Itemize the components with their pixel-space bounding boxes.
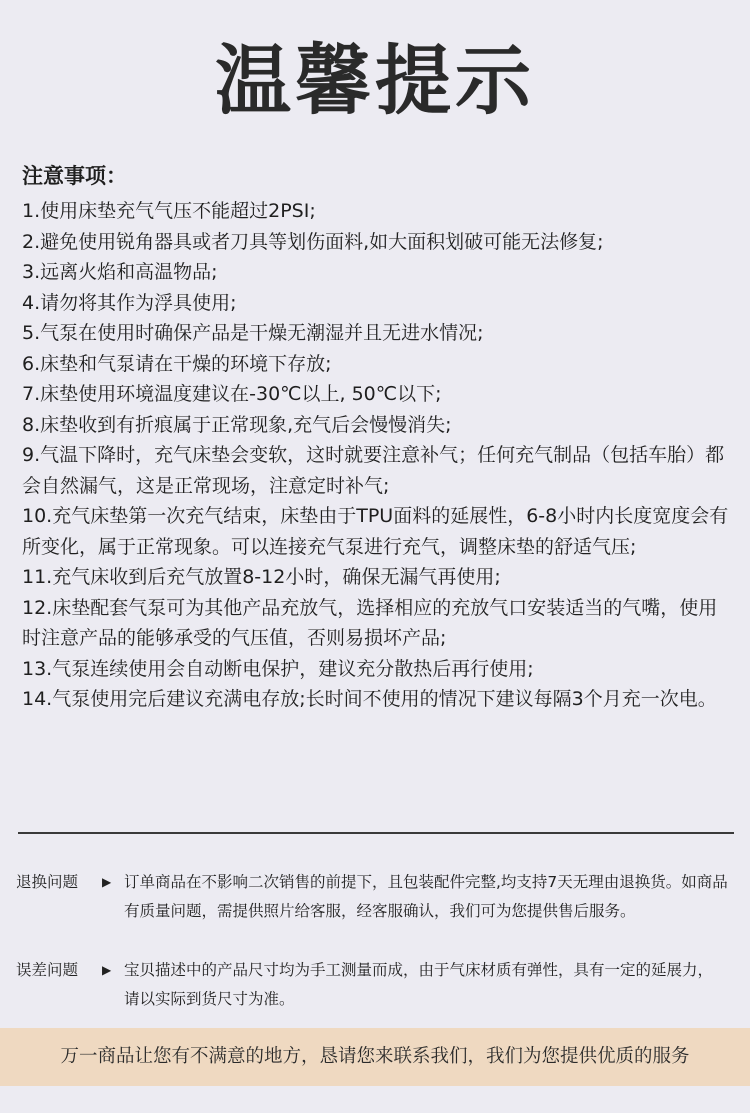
return-policy-text: 订单商品在不影响二次销售的前提下，且包装配件完整,均支持7天无理由退换货。如商品有质量问题，需提供照片给客服，经客服确认，我们可为您提供售后服务。 bbox=[124, 873, 728, 920]
note-item: 4.请勿将其作为浮具使用; bbox=[22, 291, 237, 314]
return-policy bbox=[16, 868, 728, 926]
note-item: 6.床垫和气泵请在干燥的环境下存放; bbox=[22, 352, 332, 375]
note-item: 12.床垫配套气泵可为其他产品充放气，选择相应的充放气口安装适当的气嘴，使用时注意产品的能够承受的气压值，否则易损坏产品; bbox=[22, 596, 718, 649]
footer-banner: 万一商品让您有不满意的地方，恳请您来联系我们，我们为您提供优质的服务 bbox=[0, 1028, 750, 1086]
play-arrow-icon: ▶ bbox=[102, 875, 112, 889]
note-item: 2.避免使用锐角器具或者刀具等划伤面料,如大面积划破可能无法修复; bbox=[22, 230, 604, 253]
note-item: 11.充气床收到后充气放置8-12小时，确保无漏气再使用; bbox=[22, 566, 501, 588]
error-policy bbox=[16, 956, 728, 1014]
notes-heading: 注意事项： bbox=[22, 164, 127, 188]
note-item: 10.充气床垫第一次充气结束，床垫由于TPU面料的延展性，6-8小时内长度宽度会有所变化，属于正常现象。可以连接充气泵进行充气，调整床垫的舒适气压; bbox=[22, 505, 729, 558]
page-title: 温馨提示 bbox=[215, 36, 535, 125]
note-item: 1.使用床垫充气气压不能超过2PSI; bbox=[22, 200, 316, 222]
notes-section bbox=[22, 158, 734, 715]
note-item: 9.气温下降时，充气床垫会变软，这时就要注意补气；任何充气制品（包括车胎）都会自然漏气，这是正常现场，注意定时补气; bbox=[22, 444, 725, 497]
return-policy-label: 退换问题 bbox=[16, 873, 79, 891]
error-policy-label: 误差问题 bbox=[16, 961, 79, 979]
note-item: 7.床垫使用环境温度建议在-30℃以上, 50℃以下; bbox=[22, 383, 442, 405]
section-divider bbox=[18, 832, 734, 834]
note-item: 13.气泵连续使用会自动断电保护，建议充分散热后再行使用; bbox=[22, 657, 534, 680]
play-arrow-icon: ▶ bbox=[102, 963, 112, 977]
note-item: 8.床垫收到有折痕属于正常现象,充气后会慢慢消失; bbox=[22, 413, 452, 436]
note-item: 14.气泵使用完后建议充满电存放;长时间不使用的情况下建议每隔3个月充一次电。 bbox=[22, 688, 717, 710]
note-item: 3.远离火焰和高温物品; bbox=[22, 261, 218, 283]
error-policy-text: 宝贝描述中的产品尺寸均为手工测量而成，由于气床材质有弹性，具有一定的延展力，请以实际到货尺寸为准。 bbox=[124, 961, 714, 1008]
note-item: 5.气泵在使用时确保产品是干燥无潮湿并且无进水情况; bbox=[22, 322, 484, 344]
